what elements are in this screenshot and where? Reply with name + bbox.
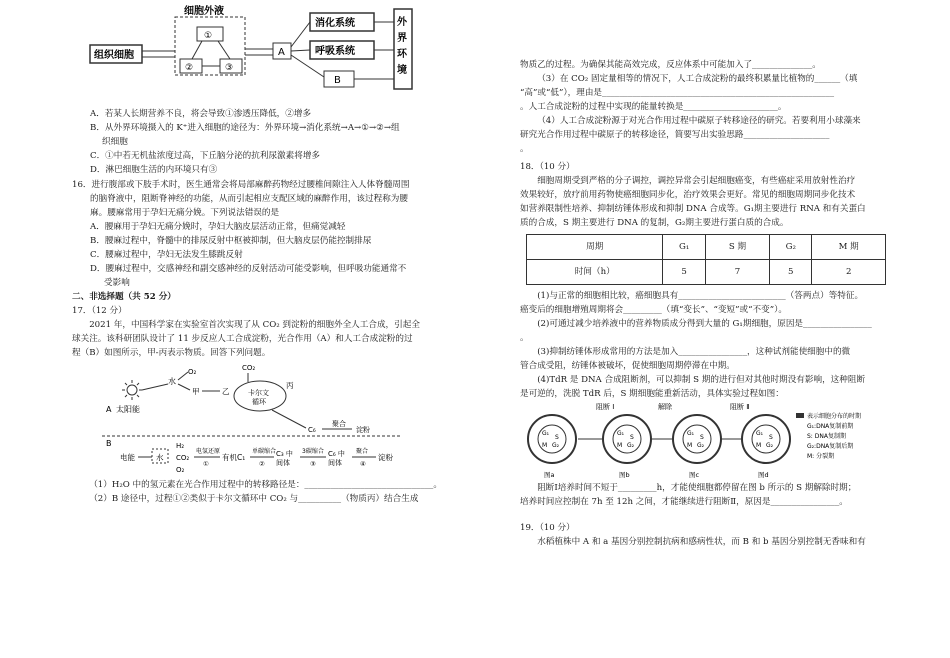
extracellular-label: 细胞外液 — [184, 6, 224, 17]
right-column — [520, 58, 888, 549]
node-1-label: ① — [204, 31, 213, 41]
calvin-line-2: 循环 — [252, 398, 266, 406]
cycle-m-label: M — [542, 442, 548, 449]
legend-line-2: G₁:DNA复制前期 — [807, 423, 854, 430]
c6m-label: C₆ 中 — [328, 450, 345, 458]
q17-right-line-5: （4）人工合成淀粉源于对光合作用过程中碳原子转移途径的研究。若要利用小球藻来 — [537, 116, 861, 126]
q15-option-c: C．①中若无机盐浓度过高，下丘脑分泌的抗利尿激素将增多 — [90, 151, 321, 161]
water-label: 水 — [168, 377, 176, 386]
step-4-caption: 聚合 — [356, 448, 369, 455]
external-char-2: 界 — [397, 33, 407, 44]
arrow-a-resp — [291, 50, 310, 51]
q17-intro-line-2: 球关注。该科研团队设计了 11 步反应人工合成淀粉，光合作用（A）和人工合成淀粉的过 — [72, 334, 413, 344]
cycle-g1-label: G₁ — [687, 430, 695, 437]
co2-b-label: CO₂ — [176, 454, 190, 462]
q17-question-2: （2）B 途径中，过程①②类似于卡尔文循环中 CO₂ 与__________（物质丙）结合生成 — [89, 494, 419, 504]
cycle-g2-label: G₂ — [766, 442, 774, 449]
tissue-cells-label: 组织细胞 — [94, 50, 134, 61]
legend-line-5: M: 分裂期 — [807, 453, 835, 460]
q16-stem-line-3: 麻。腰麻常用于孕妇无痛分娩。下列说法错误的是 — [90, 208, 280, 218]
q18-intro-line-2: 效果较好，放疗前用药物使癌细胞同步化，治疗效果会更好。常见的细胞周期同步化技术 — [520, 190, 856, 200]
arrow-1-2 — [192, 41, 202, 59]
q17-heading: 17．（12 分） — [72, 306, 127, 316]
external-char-1: 外 — [397, 17, 407, 28]
q17-right-line-6: 研究光合作用过程中碳原子的转移途径，简要写出实验思路____________________ — [520, 130, 830, 140]
figure-d-caption: 图d — [758, 471, 769, 479]
cycle-m-label: M — [756, 442, 762, 449]
cycle-g1-label: G₁ — [542, 430, 550, 437]
q16-option-d-cont: 受影响 — [104, 278, 130, 288]
q16-stem-line-2: 的脑脊液中，阻断脊神经的功能，从而引起相应支配区域的麻醉作用，该过程称为腰 — [90, 194, 408, 204]
h2-label: H₂ — [176, 442, 185, 450]
starch-label-b: 淀粉 — [378, 453, 393, 462]
cycle-figure-d — [742, 415, 790, 479]
cycle-g2-label: G₂ — [697, 442, 705, 449]
q15-option-a: A．若某人长期营养不良，将会导致①渗透压降低，②增多 — [90, 109, 312, 119]
q18-intro-line-4: 质的合成，S 期主要进行 DNA 的复制，G₂期主要进行蛋白质的合成。 — [520, 218, 789, 228]
cycle-legend — [796, 412, 861, 460]
table-cell: 5 — [770, 260, 812, 285]
step-2-caption: 单碳缩合 — [252, 448, 277, 455]
block-1-label: 阻断 Ⅰ — [596, 403, 615, 411]
release-label: 解除 — [658, 403, 672, 411]
arrow-sun-water — [142, 384, 168, 390]
cell-cycle-table — [526, 234, 886, 285]
c6m-label-2: 间体 — [328, 459, 342, 467]
step-1-label: ① — [203, 460, 209, 468]
table-cell: 7 — [705, 260, 769, 285]
section-2-heading: 二、非选择题（共 52 分） — [72, 292, 176, 302]
q17-question-1: （1）H₂O 中的氢元素在光合作用过程中的转移路径是：______________________________。 — [89, 480, 442, 490]
q18-question-2: (2)可通过减少培养液中的营养物质成分得到大量的 G₁期细胞，原因是________________ — [537, 319, 872, 329]
c3-label: C₃ 中 — [276, 450, 293, 458]
q18-question-4: (4)TdR 是 DNA 合成阻断剂，可以抑制 S 期的进行但对其他时期没有影响，这种阻断 — [537, 375, 866, 385]
q16-option-d: D．腰麻过程中，交感神经和副交感神经的反射活动可能受影响，但呼吸功能通常不 — [90, 264, 407, 274]
c6-label: C₆ — [308, 426, 316, 434]
table-header-cell: G₂ — [770, 235, 812, 260]
arrow-water-jia — [178, 384, 190, 390]
q18-after-line-2: 培养时间应控制在 7h 至 12h 之间，才能继续进行阻断Ⅱ，原因是________________。 — [520, 497, 848, 507]
polymerize-label-a: 聚合 — [332, 420, 346, 428]
jia-label: 甲 — [192, 387, 200, 396]
water-label-b: 水 — [156, 453, 164, 462]
o2-label: O₂ — [188, 368, 197, 376]
table-header-row — [527, 235, 886, 260]
q16-option-a: A．腰麻用于孕妇无痛分娩时，孕妇大脑皮层活动正常，但痛觉减轻 — [90, 222, 346, 232]
cycle-g1-label: G₁ — [617, 430, 625, 437]
cycle-figure-a — [528, 415, 576, 479]
table-cell: 2 — [812, 260, 886, 285]
cycle-s-label: S — [630, 434, 634, 441]
step-3-caption: 3碳缩合 — [302, 448, 324, 455]
legend-line-1: 表示细胞分布的时期 — [807, 413, 862, 420]
cycle-g1-label: G₁ — [756, 430, 764, 437]
table-header-cell: S 期 — [705, 235, 769, 260]
cycle-g2-label: G₂ — [552, 442, 560, 449]
q15-options — [72, 107, 467, 177]
figure-b-caption: 图b — [619, 471, 630, 479]
question-16 — [72, 178, 467, 290]
arrow-a-digestive — [291, 22, 310, 47]
q18-question-1: (1)与正常的细胞相比较，癌细胞具有_________________________（答两点）等特征。 — [537, 291, 864, 301]
sun-icon — [122, 380, 142, 400]
bing-label: 丙 — [286, 381, 294, 390]
table-header-cell: M 期 — [812, 235, 886, 260]
q15-option-b-cont: 织细胞 — [102, 137, 128, 147]
starch-label-a: 淀粉 — [356, 426, 370, 434]
q15-option-b: B．从外界环境摄入的 K⁺进入细胞的途径为：外界环境→消化系统→A→①→②→组 — [90, 123, 400, 133]
q18-question-3-cont: 管合成受阻，纺锤体被破坏，促使细胞周期停滞在中期。 — [520, 361, 735, 371]
q18-question-2-cont: 。 — [520, 333, 529, 343]
q17-right-line-3: “高”或“低”），理由是______________________________________________________ — [520, 88, 835, 98]
o2-b-label: O₂ — [176, 466, 185, 474]
node-3-label: ③ — [225, 63, 234, 73]
q18-after-line-1: 阻断Ⅰ培养时间不短于_________h，才能使细胞都停留在图 b 所示的 S 期解除时期； — [537, 483, 857, 493]
table-row — [527, 260, 886, 285]
cell-cycle-diagram — [520, 401, 888, 481]
q18-heading: 18．（10 分） — [520, 162, 575, 172]
cycle-s-label: S — [700, 434, 704, 441]
arrow-3-1 — [218, 41, 230, 59]
cycle-figure-b — [603, 415, 651, 479]
co2-label: CO₂ — [242, 364, 256, 372]
organic-c1-label: 有机C₁ — [222, 453, 246, 462]
external-char-4: 境 — [397, 65, 407, 76]
cycle-g2-label: G₂ — [627, 442, 635, 449]
step-4-label: ④ — [360, 460, 366, 468]
c3-label-2: 间体 — [276, 459, 290, 467]
digestive-label: 消化系统 — [315, 18, 355, 29]
q18-question-3: (3)抑制纺锤体形成常用的方法是加入________________，这种试剂能使细胞中的微 — [537, 347, 851, 357]
table-header-cell: G₁ — [663, 235, 705, 260]
q17-right-line-2: （3）在 CO₂ 固定量相等的情况下，人工合成淀粉的最终积累量比植物的______（填 — [537, 74, 858, 84]
cycle-m-label: M — [687, 442, 693, 449]
external-char-3: 环 — [397, 49, 407, 60]
table-cell: 5 — [663, 260, 705, 285]
cycle-s-label: S — [555, 434, 559, 441]
q17-right-line-4: 。人工合成淀粉的过程中实现的能量转换是______________________。 — [520, 102, 787, 112]
table-cell: 时间（h） — [527, 260, 663, 285]
electric-label: 电能 — [120, 453, 135, 462]
q16-option-b: B．腰麻过程中，脊髓中的排尿反射中枢被抑制，但大脑皮层仍能控制排尿 — [90, 236, 372, 246]
q19-intro-line-1: 水稻植株中 A 和 a 基因分别控制抗病和感病性状，而 B 和 b 基因分别控制无香味和有 — [537, 537, 866, 547]
q19-heading: 19．（10 分） — [520, 523, 575, 533]
q18-question-4-cont: 是可逆的，洗脱 TdR 后，S 期细胞能重新活动，具体实验过程如图： — [520, 389, 784, 399]
process-b-label: B — [106, 439, 112, 448]
q15-option-d: D．淋巴细胞生活的内环境只有③ — [90, 165, 218, 175]
left-column — [72, 0, 467, 506]
cycle-figure-c — [673, 415, 721, 479]
q15-diagram — [72, 5, 467, 105]
cycle-m-label: M — [617, 442, 623, 449]
step-3-label: ③ — [310, 460, 316, 468]
block-2-label: 阻断 Ⅱ — [730, 403, 750, 411]
arrow-cycle-c6 — [272, 410, 306, 428]
node-a-label: A — [278, 47, 285, 58]
q17-right-line-1: 物质乙的过程。为确保其能高效完成，反应体系中可能加入了______________。 — [520, 60, 821, 70]
figure-a-caption: 图a — [544, 471, 555, 479]
q17-intro-line-3: 程（B）如图所示，甲-丙表示物质。回答下列问题。 — [72, 348, 271, 358]
q17-diagram — [72, 360, 467, 478]
cycle-s-label: S — [769, 434, 773, 441]
yi-label: 乙 — [222, 387, 230, 396]
legend-line-3: S: DNA复制期 — [807, 433, 846, 440]
sun-energy-label: 太阳能 — [116, 405, 140, 414]
figure-c-caption: 图c — [689, 471, 700, 479]
q17-intro-line-1: 2021 年，中国科学家在实验室首次实现了从 CO₂ 到淀粉的细胞外全人工合成，引起全 — [89, 320, 420, 330]
q18-question-1-cont: 癌变后的细胞增殖周期将会_________（填“变长”、“变短”或“不变”）。 — [520, 305, 787, 315]
q18-intro-line-1: 细胞周期受到严格的分子调控，调控异常会引起细胞癌变，有些癌症采用放射性治疗 — [537, 176, 856, 186]
q16-stem-line-1: 16．进行腹部或下肢手术时，医生通常会将局部麻醉药物经过腰椎间隙注入人体脊髓周围 — [72, 180, 410, 190]
calvin-line-1: 卡尔文 — [248, 389, 269, 397]
node-b-label: B — [334, 75, 341, 86]
arrow-water-o2 — [178, 372, 188, 380]
q18-intro-line-3: 如营养限制性培养、抑制纺锤体形成和抑制 DNA 合成等。G₁期主要进行 RNA 和有关蛋白 — [520, 204, 866, 214]
q17-right-line-7: 。 — [520, 144, 529, 154]
node-2-label: ② — [185, 63, 194, 73]
legend-line-4: G₂:DNA复制后期 — [807, 443, 854, 450]
catalyst-label: 电氢还原 — [196, 448, 221, 455]
process-a-label: A — [106, 405, 112, 414]
q16-option-c: C．腰麻过程中，孕妇无法发生膝跳反射 — [90, 250, 243, 260]
respiratory-label: 呼吸系统 — [315, 46, 355, 57]
step-2-label: ② — [259, 460, 265, 468]
table-header-cell: 周期 — [527, 235, 663, 260]
